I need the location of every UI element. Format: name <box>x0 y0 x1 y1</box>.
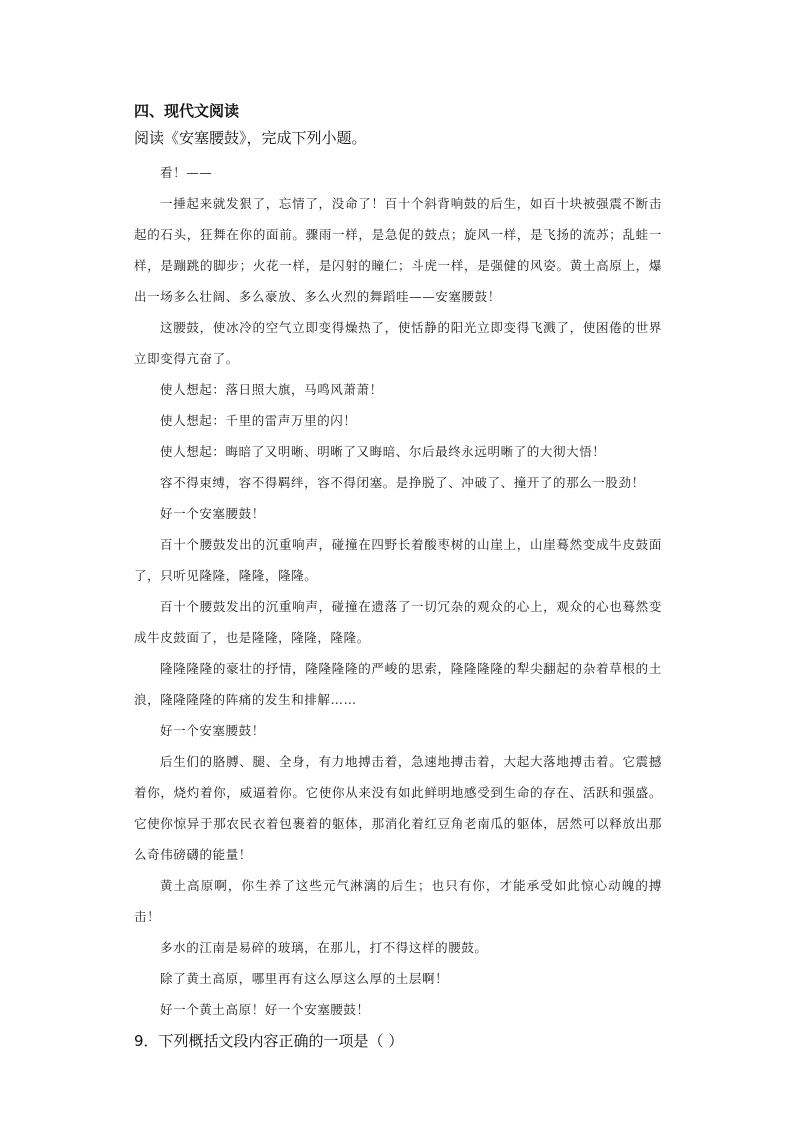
section-heading: 四、现代文阅读 <box>134 102 240 120</box>
passage-paragraph: 这腰鼓，使冰冷的空气立即变得燥热了，使恬静的阳光立即变得飞溅了，使困倦的世界立即变得亢奋了。 <box>134 320 662 366</box>
passage-paragraph: 隆隆隆隆的豪壮的抒情，隆隆隆隆的严峻的思索，隆隆隆隆的犁尖翻起的杂着草根的土浪，隆隆隆隆的阵痛的发生和排解…… <box>134 661 662 707</box>
passage-paragraph: 使人想起：落日照大旗，马鸣风萧萧！ <box>160 382 383 397</box>
reading-instruction: 阅读《安塞腰鼓》，完成下列小题。 <box>134 129 367 147</box>
passage-paragraph: 多水的江南是易碎的玻璃，在那儿，打不得这样的腰鼓。 <box>160 940 488 955</box>
passage-paragraph: 好一个黄土高原！好一个安塞腰鼓！ <box>160 1002 370 1017</box>
passage-paragraph: 百十个腰鼓发出的沉重响声，碰撞在四野长着酸枣树的山崖上，山崖蓦然变成牛皮鼓面了，只听见隆隆，隆隆，隆隆。 <box>134 537 662 583</box>
question-9: 9．下列概括文段内容正确的一项是（ ） <box>134 1032 404 1050</box>
passage-paragraph: 百十个腰鼓发出的沉重响声，碰撞在遗落了一切冗杂的观众的心上，观众的心也蓦然变成牛皮鼓面了，也是隆隆，隆隆，隆隆。 <box>134 599 662 645</box>
passage-paragraph: 后生们的胳膊、腿、全身，有力地搏击着，急速地搏击着，大起大落地搏击着。它震撼着你，烧灼着你，威逼着你。它使你从来没有如此鲜明地感受到生命的存在、活跃和强盛。它使你惊异于那农民衣着包裹着的躯体，那消化着红豆角老南瓜的躯体，居然可以释放出那么奇伟磅礴的能量！ <box>134 754 662 862</box>
passage-paragraph: 除了黄土高原，哪里再有这么厚这么厚的土层啊！ <box>160 971 449 986</box>
passage-paragraph: 使人想起：晦暗了又明晰、明晰了又晦暗、尔后最终永远明晰了的大彻大悟！ <box>160 444 606 459</box>
passage-paragraph: 一捶起来就发狠了，忘情了，没命了！百十个斜背响鼓的后生，如百十块被强震不断击起的石头，狂舞在你的面前。骤雨一样，是急促的鼓点；旋风一样，是飞扬的流苏；乱蛙一样，是蹦跳的脚步；火花一样，是闪射的瞳仁；斗虎一样，是强健的风姿。黄土高原上，爆出一场多么壮阔、多么豪放、多么火烈的舞蹈哇——安塞腰鼓！ <box>134 196 662 304</box>
passage-paragraph: 容不得束缚，容不得羁绊，容不得闭塞。是挣脱了、冲破了、撞开了的那么一股劲！ <box>160 475 645 490</box>
passage-paragraph: 好一个安塞腰鼓！ <box>160 723 265 738</box>
reading-passage <box>134 157 662 1025</box>
passage-paragraph: 好一个安塞腰鼓！ <box>160 506 265 521</box>
passage-paragraph: 黄土高原啊，你生养了这些元气淋漓的后生；也只有你，才能承受如此惊心动魄的搏击！ <box>134 878 662 924</box>
passage-paragraph: 看！—— <box>160 165 213 180</box>
passage-paragraph: 使人想起：千里的雷声万里的闪！ <box>160 413 357 428</box>
